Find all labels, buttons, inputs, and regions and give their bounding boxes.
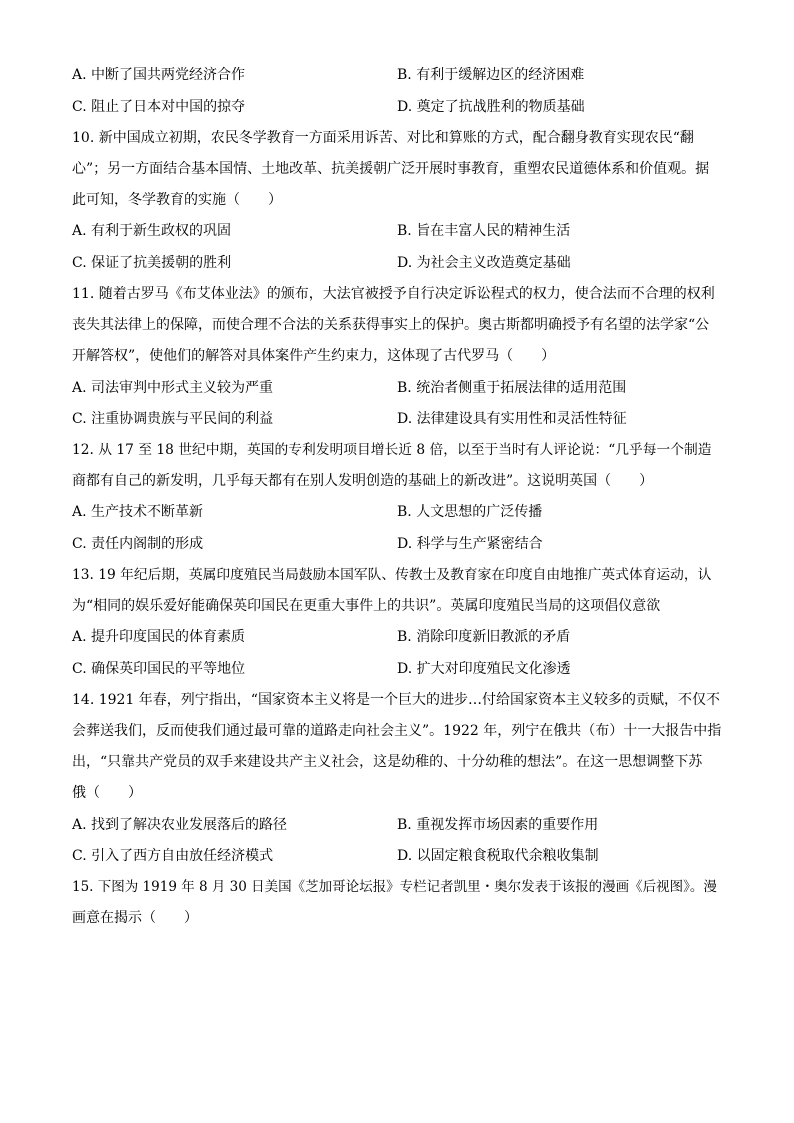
q11-stem-line-3: 开解答权”，使他们的解答对具体案件产生约束力，这体现了古代罗马（ ）	[72, 348, 556, 364]
q14-stem-line-3: 出，“只靠共产党员的双手来建设共产主义社会，这是幼稚的、十分幼稚的想法”。在这一思想调整下苏	[72, 754, 703, 770]
q13-stem-line-1: 13. 19 年纪后期，英属印度殖民当局鼓励本国军队、传教士及教育家在印度自由地推广英式体育运动，认	[72, 567, 712, 583]
q13-option-d: D. 扩大对印度殖民文化渗透	[397, 661, 571, 677]
q11-stem-line-2: 丧失其法律上的保障，而使合理不合法的关系获得事实上的保护。奥古斯都明确授予有名望的法学家“公	[72, 317, 710, 333]
q14-stem-line-1: 14. 1921 年春，列宁指出，“国家资本主义将是一个巨大的进步…付给国家资本主义较多的贡赋，不仅不	[72, 692, 720, 708]
q14-stem-line-2: 会葬送我们，反而使我们通过最可靠的道路走向社会主义”。1922 年，列宁在俄共（布）十一大报告中指	[72, 723, 722, 739]
q11-option-c: C. 注重协调贵族与平民间的利益	[72, 411, 274, 427]
q9-option-b: B. 有利于缓解边区的经济困难	[397, 67, 585, 83]
q12-option-d: D. 科学与生产紧密结合	[397, 536, 543, 552]
q14-option-a: A. 找到了解决农业发展落后的路径	[72, 817, 288, 833]
q11-option-d: D. 法律建设具有实用性和灵活性特征	[397, 411, 627, 427]
q10-stem-line-3: 此可知，冬学教育的实施（ ）	[72, 192, 282, 208]
q10-stem-line-2: 心”；另一方面结合基本国情、土地改革、抗美援朝广泛开展时事教育，重塑农民道德体系和价值观。据	[72, 161, 710, 177]
q12-stem-line-2: 商都有自己的新发明，几乎每天都有在别人发明创造的基础上的新改进”。这说明英国（ ）	[72, 473, 654, 489]
q10-stem-line-1: 10. 新中国成立初期，农民冬学教育一方面采用诉苦、对比和算账的方式，配合翻身教育实现农民“翻	[72, 130, 694, 146]
q12-stem-line-1: 12. 从 17 至 18 世纪中期，英国的专利发明项目增长近 8 倍，以至于当时有人评论说：“几乎每一个制造	[72, 442, 712, 458]
q13-option-b: B. 消除印度新旧教派的矛盾	[397, 629, 571, 645]
q12-option-c: C. 责任内阁制的形成	[72, 536, 204, 552]
q11-option-b: B. 统治者侧重于拓展法律的适用范围	[397, 380, 627, 396]
q13-option-c: C. 确保英印国民的平等地位	[72, 661, 246, 677]
q14-option-c: C. 引入了西方自由放任经济模式	[72, 848, 274, 864]
q13-option-a: A. 提升印度国民的体育素质	[72, 629, 246, 645]
q10-option-c: C. 保证了抗美援朝的胜利	[72, 255, 232, 271]
q14-option-d: D. 以固定粮食税取代余粮收集制	[397, 848, 599, 864]
q10-option-d: D. 为社会主义改造奠定基础	[397, 255, 571, 271]
q11-stem-line-1: 11. 随着古罗马《布艾体业法》的颁布，大法官被授予自行决定诉讼程式的权力，使合法而不合理的权利	[72, 286, 715, 302]
q12-option-a: A. 生产技术不断革新	[72, 504, 204, 520]
q12-option-b: B. 人文思想的广泛传播	[397, 504, 543, 520]
q15-stem-line-1: 15. 下图为 1919 年 8 月 30 日美国《芝加哥论坛报》专栏记者凯里・奥尔发表于该报的漫画《后视图》。漫	[72, 879, 717, 895]
q15-stem-line-2: 画意在揭示（ ）	[72, 910, 198, 926]
q9-option-c: C. 阻止了日本对中国的掠夺	[72, 99, 246, 115]
q13-stem-line-2: 为“相同的娱乐爱好能确保英印国民在更重大事件上的共识”。英属印度殖民当局的这项倡仪意欲	[72, 598, 661, 614]
q9-option-d: D. 奠定了抗战胜利的物质基础	[397, 99, 585, 115]
q9-option-a: A. 中断了国共两党经济合作	[72, 67, 246, 83]
q14-option-b: B. 重视发挥市场因素的重要作用	[397, 817, 599, 833]
q10-option-b: B. 旨在丰富人民的精神生活	[397, 223, 571, 239]
q10-option-a: A. 有利于新生政权的巩固	[72, 223, 232, 239]
q11-option-a: A. 司法审判中形式主义较为严重	[72, 380, 274, 396]
q14-stem-line-4: 俄（ ）	[72, 785, 142, 801]
